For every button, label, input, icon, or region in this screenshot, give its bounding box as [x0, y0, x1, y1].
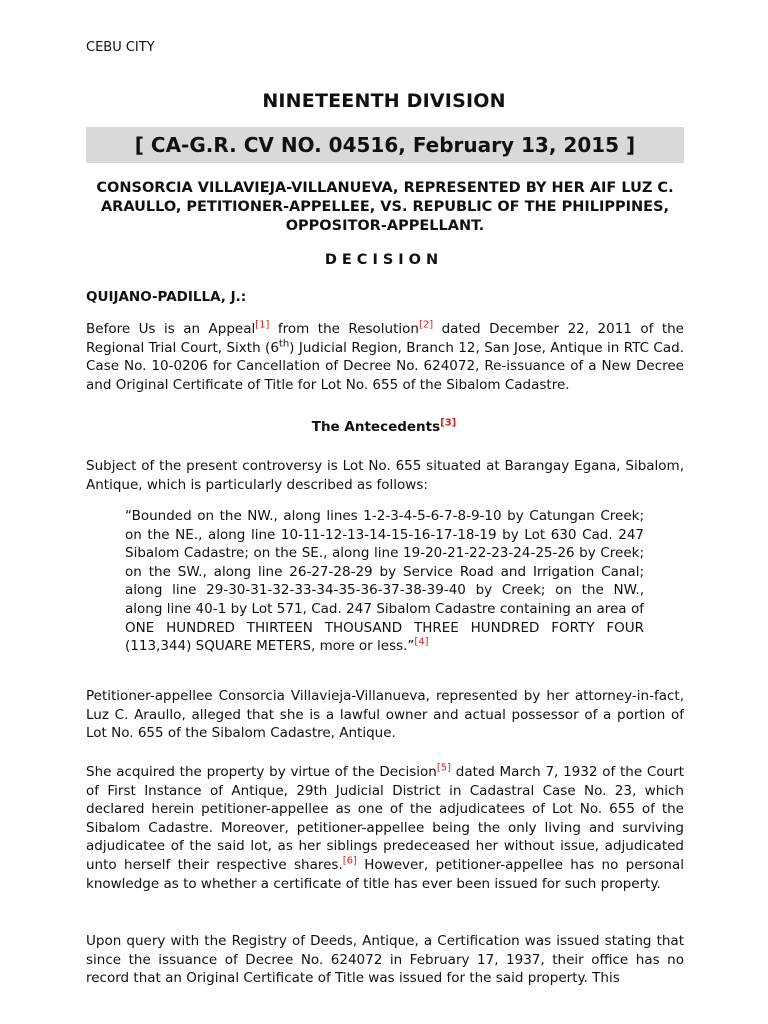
- section-heading-antecedents: [0, 419, 768, 435]
- paragraph-text: ) Judicial Region, Branch 12, San Jose, Antique in RTC Cad. Case No. 10-0206 for Cancellation of Decree No. 624072, Re-issuance of a New Decree and Original Certificate of Title for Lot No. 655 of the Sibalom Cadastre.: [86, 339, 684, 393]
- case-number-banner: [86, 127, 684, 163]
- paragraph-text: Before Us is an Appeal: [86, 321, 256, 337]
- quote-text: “Bounded on the NW., along lines 1-2-3-4-5-6-7-8-9-10 by Catungan Creek; on the NE., along line 10-11-12-13-14-15-16-17-18-19 by Lot 630 Cad. 247 Sibalom Cadastre; on the SE., along line 19-20-21-22-23-24-25-26 by Creek; on the SW., along line 26-27-28-29 by Service Road and Irrigation Canal; along line 29-30-31-32-33-34-35-36-37-38-39-40 by Creek; on the NW., along line 40-1 by Lot 571, Cad. 247 Sibalom Cadastre containing an area of ONE HUNDRED THIRTEEN THOUSAND THREE HUNDRED FORTY FOUR (113,344) SQUARE METERS, more or less.”: [125, 508, 644, 655]
- paragraph-subject: Subject of the present controversy is Lot No. 655 situated at Barangay Egana, Sibalom, Antique, which is particularly described as follows:: [86, 458, 684, 493]
- footnote-link-3[interactable]: [3]: [440, 417, 457, 429]
- case-number: [ CA-G.R. CV NO. 04516, February 13, 2015 ]: [134, 133, 636, 157]
- division-title: NINETEENTH DIVISION: [262, 90, 506, 112]
- paragraph-text: dated December 22, 2011 of the Regional Trial Court, Sixth (6: [86, 321, 684, 356]
- block-quote-technical-description: [125, 507, 644, 656]
- paragraph-text: However, petitioner-appellee has no personal knowledge as to whether a certificate of title has ever been issued for such property.: [86, 856, 684, 892]
- footnote-link-6[interactable]: [6]: [342, 855, 357, 867]
- paragraph-text: She acquired the property by virtue of the Decision: [86, 764, 437, 780]
- paragraph-text: from the Resolution: [269, 321, 419, 337]
- footnote-link-4[interactable]: [4]: [414, 636, 429, 648]
- paragraph-appeal: [86, 320, 684, 394]
- paragraph-acquisition: [86, 763, 684, 893]
- ordinal-suffix: th: [278, 338, 290, 350]
- paragraph-registry-query: Upon query with the Registry of Deeds, Antique, a Certification was issued stating that since the issuance of Decree No. 624072 in February 17, 1937, their office has no record that an Original Certificate of Title was issued for the said property. This: [86, 933, 684, 987]
- paragraph-petitioner: Petitioner-appellee Consorcia Villavieja-Villanueva, represented by her attorney-in-fact, Luz C. Araullo, alleged that she is a lawful owner and actual possessor of a portion of Lot No. 655 of the Sibalom Cadastre, Antique.: [86, 688, 684, 742]
- case-parties: CONSORCIA VILLAVIEJA-VILLANUEVA, REPRESENTED BY HER AIF LUZ C. ARAULLO, PETITIONER-APPELLEE, VS. REPUBLIC OF THE PHILIPPINES, OPPOSITOR-APPELLANT.: [96, 180, 674, 234]
- paragraph-text: dated March 7, 1932 of the Court of First Instance of Antique, 29th Judicial District in Cadastral Case No. 23, which declared herein petitioner-appellee as one of the adjudicatees of Lot No. 655 of the Sibalom Cadastre. Moreover, petitioner-appellee being the only living and surviving adjudicatee of the said lot, as her siblings predeceased her without issue, adjudicated unto herself their respective shares.: [86, 764, 684, 873]
- section-heading-text: The Antecedents: [311, 419, 441, 435]
- court-city: CEBU CITY: [86, 40, 155, 55]
- footnote-link-5[interactable]: [5]: [436, 762, 451, 774]
- footnote-link-1[interactable]: [1]: [255, 319, 270, 331]
- decision-title: DECISION: [324, 252, 444, 268]
- footnote-link-2[interactable]: [2]: [418, 319, 434, 331]
- ponente: QUIJANO-PADILLA, J.:: [86, 289, 247, 305]
